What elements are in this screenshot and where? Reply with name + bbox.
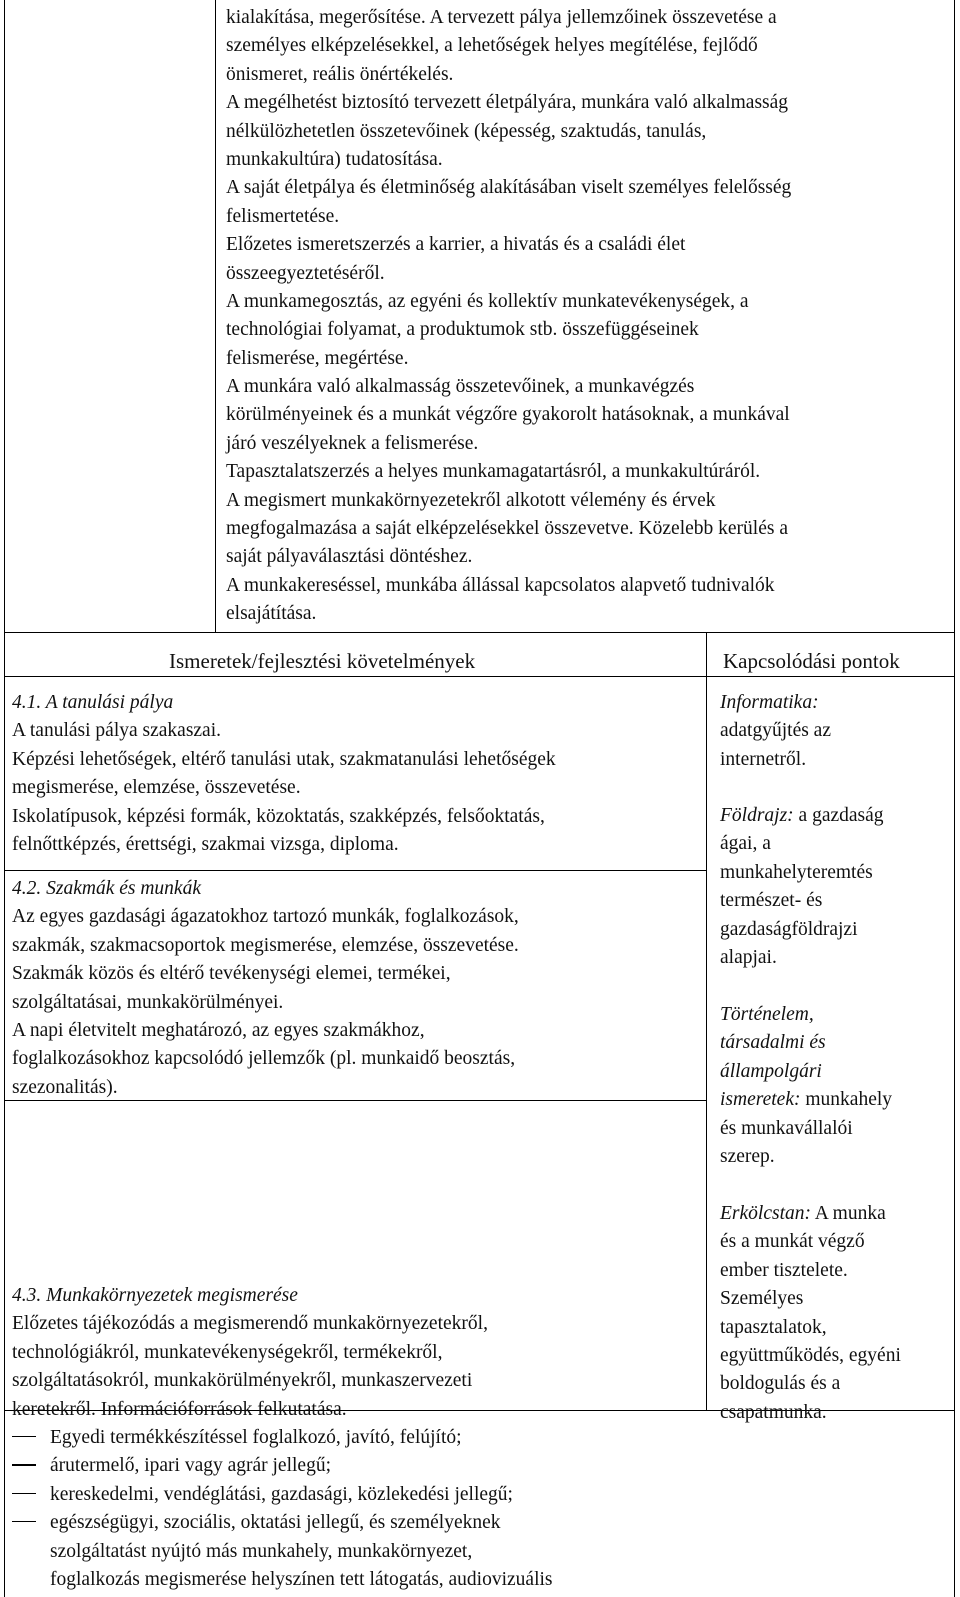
text-line: kialakítása, megerősítése. A tervezett pálya jellemzőinek összevetése a <box>226 7 777 28</box>
text-line: természet- és <box>720 890 823 912</box>
text-line: Az egyes gazdasági ágazatokhoz tartozó munkák, foglalkozások, <box>12 906 519 928</box>
text-line: járó veszélyeknek a felismerése. <box>226 432 479 454</box>
section-work-environments <box>12 1282 553 1594</box>
connection-label: Földrajz: <box>720 805 794 826</box>
text-line: Előzetes tájékozódás a megismerendő munkakörnyezetekről, <box>12 1313 488 1335</box>
section-title: 4.3. Munkakörnyezetek megismerése <box>12 1285 298 1306</box>
text-line: adatgyűjtés az <box>720 720 831 742</box>
text-line: szerep. <box>720 1145 775 1167</box>
text-line: foglalkozásokhoz kapcsolódó jellemzők (pl. munkaidő beosztás, <box>12 1048 516 1070</box>
text-line: Szakmák közös és eltérő tevékenységi elemei, termékei, <box>12 963 451 985</box>
text-line: boldogulás és a <box>720 1373 841 1395</box>
bullet-item: Egyedi termékkészítéssel foglalkozó, javító, felújító; <box>12 1424 553 1452</box>
text-line: együttműködés, egyéni <box>720 1344 901 1366</box>
text-line: személyes elképzelésekkel, a lehetőségek helyes megítélése, fejlődő <box>226 35 758 57</box>
text-line: önismeret, reális önértékelés. <box>226 63 454 85</box>
text-line: körülményeinek és a munkát végzőre gyakorolt hatásoknak, a munkával <box>226 404 790 426</box>
text-line: saját pályaválasztási döntéshez. <box>226 546 473 568</box>
header-bottom-rule <box>4 676 955 677</box>
connection-label: állampolgári <box>720 1060 822 1082</box>
text-line: Tapasztalatszerzés a helyes munkamagatartásról, a munkakultúráról. <box>226 461 761 483</box>
dash-bullet-icon <box>12 1436 36 1438</box>
table-right-border <box>954 0 955 1597</box>
text-line: felismerése, megértése. <box>226 347 409 369</box>
text-line: ágai, a <box>720 833 771 855</box>
text-line: Iskolatípusok, képzési formák, közoktatás, szakképzés, felsőoktatás, <box>12 805 545 827</box>
dash-bullet-icon <box>12 1464 36 1466</box>
section-title: 4.1. A tanulási pálya <box>12 692 174 713</box>
text-line: Előzetes ismeretszerzés a karrier, a hivatás és a családi élet <box>226 234 686 256</box>
text-line: gazdaságföldrajzi <box>720 918 858 940</box>
bullet-item: egészségügyi, szociális, oktatási jellegű, és személyeknek <box>12 1509 553 1537</box>
section-title: 4.2. Szakmák és munkák <box>12 878 201 899</box>
column-header-connections: Kapcsolódási pontok <box>723 649 900 673</box>
text-line: csapatmunka. <box>720 1401 827 1423</box>
text-line: összeegyeztetéséről. <box>226 262 385 284</box>
section-1-rule <box>4 870 706 871</box>
table-left-border <box>4 0 5 1597</box>
text-line: internetről. <box>720 748 807 770</box>
bullet-continuation: szolgáltatást nyújtó más munkahely, munkakörnyezet, <box>50 1540 473 1562</box>
text-line: A saját életpálya és életminőség alakításában viselt személyes felelősség <box>226 177 792 199</box>
connection-label: Informatika: <box>720 692 819 713</box>
text-line: A munkakereséssel, munkába állással kapcsolatos alapvető tudnivalók <box>226 574 775 596</box>
connection-geography: Földrajz: a gazdaság ágai, a munkahelyteremtés természet- és gazdaságföldrajzi alapjai. <box>720 802 884 972</box>
text-line: munkahelyteremtés <box>720 861 873 883</box>
text-line: A munkára való alkalmasság összetevőinek, a munkavégzés <box>226 376 695 398</box>
text-line: megismerése, elemzése, összevetése. <box>12 777 301 799</box>
text-line: alapjai. <box>720 946 777 968</box>
text-line: felnőttképzés, érettségi, szakmai vizsga, diploma. <box>12 833 399 855</box>
text-line: A megélhetést biztosító tervezett életpályára, munkára való alkalmasság <box>226 92 789 114</box>
dash-bullet-icon <box>12 1521 36 1523</box>
text-line: A tanulási pálya szakaszai. <box>12 720 222 742</box>
bullet-item: árutermelő, ipari vagy agrár jellegű; <box>12 1452 553 1480</box>
connection-label: Erkölcstan: <box>720 1203 811 1224</box>
text-line: A napi életvitelt meghatározó, az egyes szakmákhoz, <box>12 1019 425 1041</box>
text-line: technológiákról, munkatevékenységekről, termékekről, <box>12 1341 443 1363</box>
connection-ethics: Erkölcstan: A munka és a munkát végző ember tisztelete. Személyes tapasztalatok, együttműködés, egyéni boldogulás és a csapatmunka. <box>720 1200 901 1427</box>
text-line: szolgáltatásai, munkakörülményei. <box>12 991 284 1013</box>
text-line: nélkülözhetetlen összetevőinek (képesség, szaktudás, tanulás, <box>226 120 707 142</box>
column-header-requirements: Ismeretek/fejlesztési követelmények <box>169 649 476 673</box>
text-line: és a munkát végző <box>720 1231 865 1253</box>
text-line: A munkamegosztás, az egyéni és kollektív munkatevékenységek, a <box>226 290 749 312</box>
connection-informatics <box>720 689 831 774</box>
text-line: szolgáltatásokról, munkakörülményekről, munkaszervezeti <box>12 1370 473 1392</box>
bullet-continuation: foglalkozás megismerése helyszínen tett látogatás, audiovizuális <box>50 1568 553 1590</box>
connection-history: Történelem, társadalmi és állampolgári ismeretek: munkahely és munkavállalói szerep. <box>720 1001 892 1171</box>
text-line: megfogalmazása a saját elképzelésekkel összevetve. Közelebb kerülés a <box>226 518 788 540</box>
connection-label: társadalmi és <box>720 1032 826 1054</box>
dash-bullet-icon <box>12 1493 36 1495</box>
text-line: munkakultúra) tudatosítása. <box>226 148 443 170</box>
text-line: szakmák, szakmacsoportok megismerése, elemzése, összevetése. <box>12 934 519 956</box>
text-line: tapasztalatok, <box>720 1316 827 1338</box>
bullet-item: kereskedelmi, vendéglátási, gazdasági, közlekedési jellegű; <box>12 1481 553 1509</box>
text-line: ember tisztelete. <box>720 1259 848 1281</box>
text-line: szezonalitás). <box>12 1076 118 1098</box>
header-top-rule <box>4 632 955 633</box>
text-line: technológiai folyamat, a produktumok stb. összefüggéseinek <box>226 319 699 341</box>
top-row-divider <box>215 0 216 632</box>
connection-label: ismeretek: <box>720 1089 801 1111</box>
text-line: és munkavállalói <box>720 1117 853 1139</box>
text-line: felismertetése. <box>226 205 340 227</box>
column-divider <box>706 632 707 1410</box>
text-line: A megismert munkakörnyezetekről alkotott vélemény és érvek <box>226 489 716 511</box>
text-line: Személyes <box>720 1288 804 1310</box>
section-learning-path <box>12 689 556 859</box>
section-trades-and-jobs <box>12 875 519 1102</box>
text-line: elsajátítása. <box>226 603 317 625</box>
top-cell-text <box>226 4 791 629</box>
connection-label: Történelem, <box>720 1004 814 1025</box>
text-line: keretekről. Információforrások felkutatása. <box>12 1398 347 1420</box>
text-line: Képzési lehetőségek, eltérő tanulási utak, szakmatanulási lehetőségek <box>12 748 556 770</box>
